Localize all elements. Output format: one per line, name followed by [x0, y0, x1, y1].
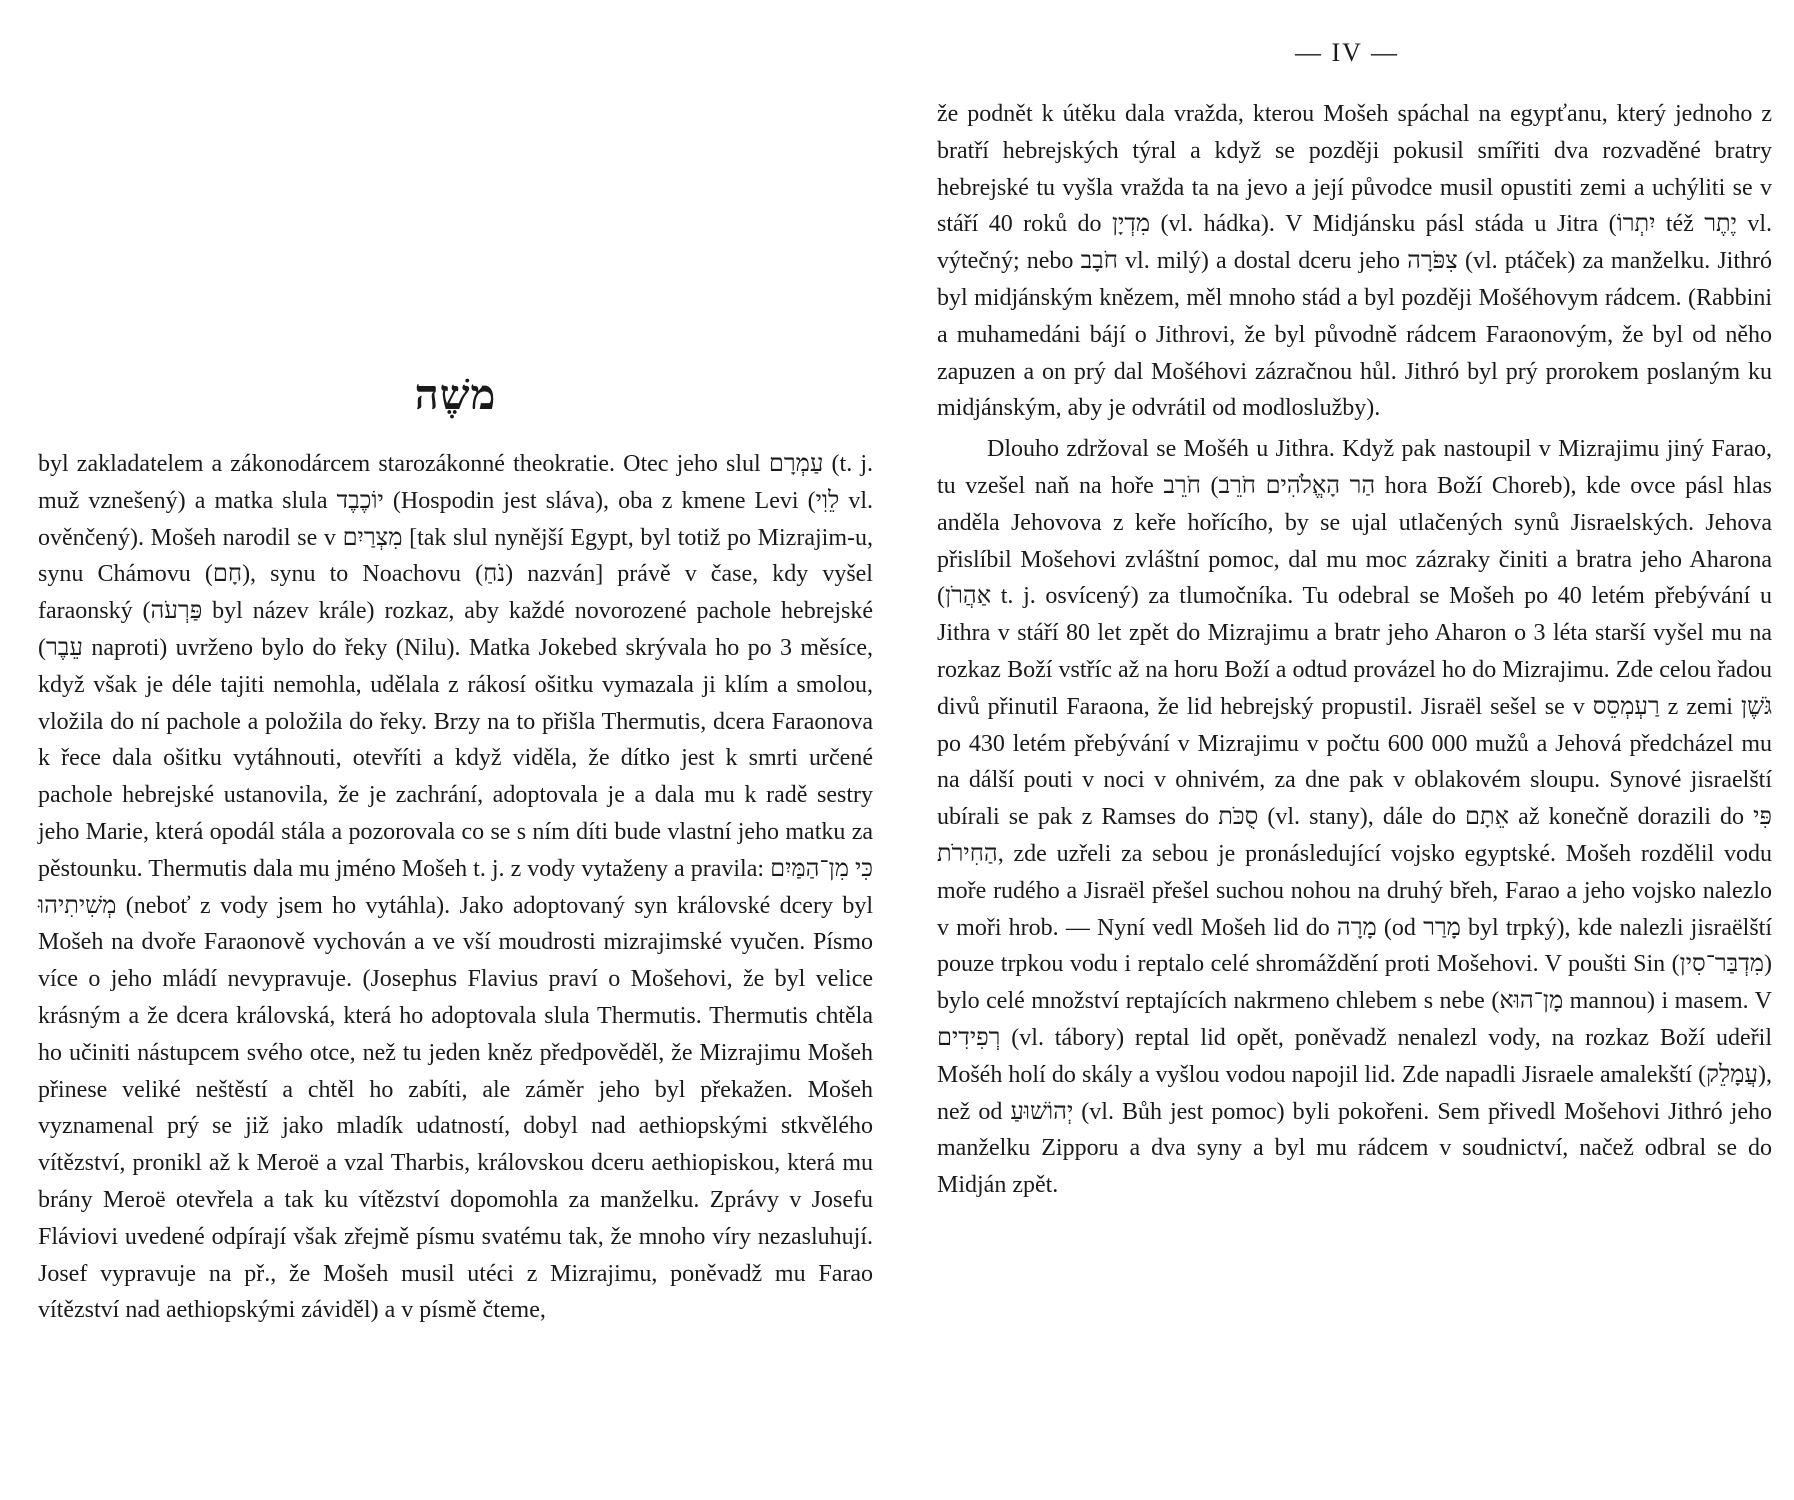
- body-paragraph: byl zakladatelem a zákonodárcem starozákonné theokratie. Otec jeho slul עַמְרָם (t. j. muž vznešený) a matka slula יוֹכֶבֶד (Hospodin jest sláva), oba z kmene Levi (לֵוִי vl. ověnčený). Mošeh narodil se v מִצְרַיִם [tak slul nynější Egypt, byl totiž po Mizrajim-u, synu Chámovu (חָם), synu to Noachovu (נֹחַ) nazván] právě v čase, kdy vyšel faraonský (פַּרְעֹה byl název krále) rozkaz, aby každé novorozené pachole hebrejské (עֵבֶר naproti) uvrženo bylo do řeky (Nilu). Matka Jokebed skrývala ho po 3 měsíce, když však je déle tajiti nemohla, udělala z rákosí ošitku vymazala ji klím a smolou, vložila do ní pachole a položila do řeky. Brzy na to přišla Thermutis, dcera Faraonova k řece dala ošitku vytáhnouti, otevříti a když viděla, že dítko jest k smrti určené pachole hebrejské ustanovila, že je zachrání, adoptovala je a dala mu k radě sestry jeho Marie, která opodál stála a pozorovala co se s ním díti bude vlastní jeho matku za pěstounku. Thermutis dala mu jméno Mošeh t. j. z vody vytaženy a pravila: כִּי מִן־הַמַּיִם מְשִׁיתִיהוּ (neboť z vody jsem ho vytáhla). Jako adoptovaný syn královské dcery byl Mošeh na dvoře Faraonově vychován a ve vší moudrosti mizrajimské vyučen. Písmo více o jeho mládí nevypravuje. (Josephus Flavius praví o Mošehovi, že byl velice krásným a že dcera královská, která ho adoptovala slula Thermutis. Thermutis chtěla ho učiniti nástupcem svého otce, než tu jeden kněz předpověděl, že Mizrajimu Mošeh přinese veliké neštěstí a chtěl ho zabíti, ale záměr jeho byl překažen. Mošeh vyznamenal prý se již jako mladík udatností, dobyl nad aethiopskými stkvělého vítězství, pronikl až k Meroë a vzal Tharbis, královskou dceru aethiopiskou, která mu brány Meroë otevřela a tak ku vítězství dopomohla za manželku. Zprávy v Josefu Fláviovi uvedené odpírají však zřejmě písmu svatému tak, že mnoho víry nezasluhují. Josef vypravuje na př., že Mošeh musil utéci z Mizrajimu, poněvadž mu Farao vítězství nad aethiopskými záviděl) a v písmě čteme,: [38, 451, 874, 1324]
- body-paragraph: že podnět k útěku dala vražda, kterou Mošeh spáchal na egypťanu, který jednoho z bratří hebrejských týral a když se později pokusil smířiti dva rozvaděné bratry hebrejské tu vyšla vražda ta na jevo a její původce musil opustiti zemi a uchýliti se v stáří 40 roků do מִדְיָן (vl. hádka). V Midjánsku pásl stáda u Jitra (יִתְרוֹ též יֶתֶר vl. výtečný; nebo חֹבָב vl. milý) a dostal dceru jeho צִפֹּרָה (vl. ptáček) za manželku. Jithró byl midjánským knězem, měl mnoho stád a byl později Mošéhovym rádcem. (Rabbini a muhamedáni bájí o Jithrovi, že byl původně rádcem Faraonovým, že byl od něho zapuzen a on prý dal Mošéhovi zázračnou hůl. Jithró byl prý prorokem poslaným ku midjánským, aby je odvrátil od modloslužby).: [937, 101, 1773, 422]
- right-page-body: [937, 96, 1772, 1204]
- body-paragraph: Dlouho zdržoval se Mošéh u Jithra. Když pak nastoupil v Mizrajimu jiný Farao, tu vzešel naň na hoře חֹרֵב (הַר הָאֱלֹהִים חֹרֵב hora Boží Choreb), kde ovce pásl hlas anděla Jehovova z keře hořícího, by se ujal utlačených synů Jisraelských. Jehova přislíbil Mošehovi zvláštní pomoc, dal mu moc zázraky činiti a bratra jeho Aharona (אַהֲרֹן t. j. osvícený) za tlumočníka. Tu odebral se Mošeh po 40 letém přebývání u Jithra v stáří 80 let zpět do Mizrajimu a bratr jeho Aharon o 3 léta starší vyšel mu na rozkaz Boží vstříc až na horu Boží a odtud provázel ho do Mizrajimu. Zde celou řadou divů přinutil Faraona, že lid hebrejský propustil. Jisraël sešel se v רַעְמְסֵס z zemi גֹּשֶׁן po 430 letém přebývání v Mizrajimu v počtu 600 000 mužů a Jehová předcházel mu na dálší pouti v noci v ohnivém, za dne pak v oblakovém sloupu. Synové jisraelští ubírali se pak z Ramses do סֻכֹּת (vl. stany), dále do אֵתָם až konečně dorazili do פִּי הַחִירֹת, zde uzřeli za sebou je pronásledující vojsko egyptské. Mošeh rozdělil vodu moře rudého a Jisraël přešel suchou nohou na druhý břeh, Farao a jeho vojsko nalezlo v moři hrob. — Nyní vedl Mošeh lid do מָרָה (od מָרַר byl trpký), kde nalezli jisraëlští pouze trpkou vodu i reptalo celé shromáždění proti Mošehovi. V poušti Sin (מִדְבַּר־סִין) bylo celé množství reptajících nakrmeno chlebem s nebe (מָן־הוּא mannou) i masem. V רְפִידִים (vl. tábory) reptal lid opět, poněvadž nenalezl vody, na rozkaz Boží udeřil Mošéh holí do skály a vyšlou vodou napojil lid. Zde napadli Jisraele amalekští (עֲמָלֵק), než od יְהוֹשׁוּעַ (vl. Bůh jest pomoc) byli pokořeni. Sem přivedl Mošehovi Jithró jeho manželku Zipporu a dva syny a byl mu rádcem v soudnictví, načež odbral se do Midján zpět.: [937, 436, 1773, 1199]
- entry-heading: משֶׁה: [414, 373, 497, 419]
- page-number: — IV —: [1295, 38, 1399, 67]
- left-page-body: [38, 446, 873, 1329]
- right-page: [897, 0, 1794, 1500]
